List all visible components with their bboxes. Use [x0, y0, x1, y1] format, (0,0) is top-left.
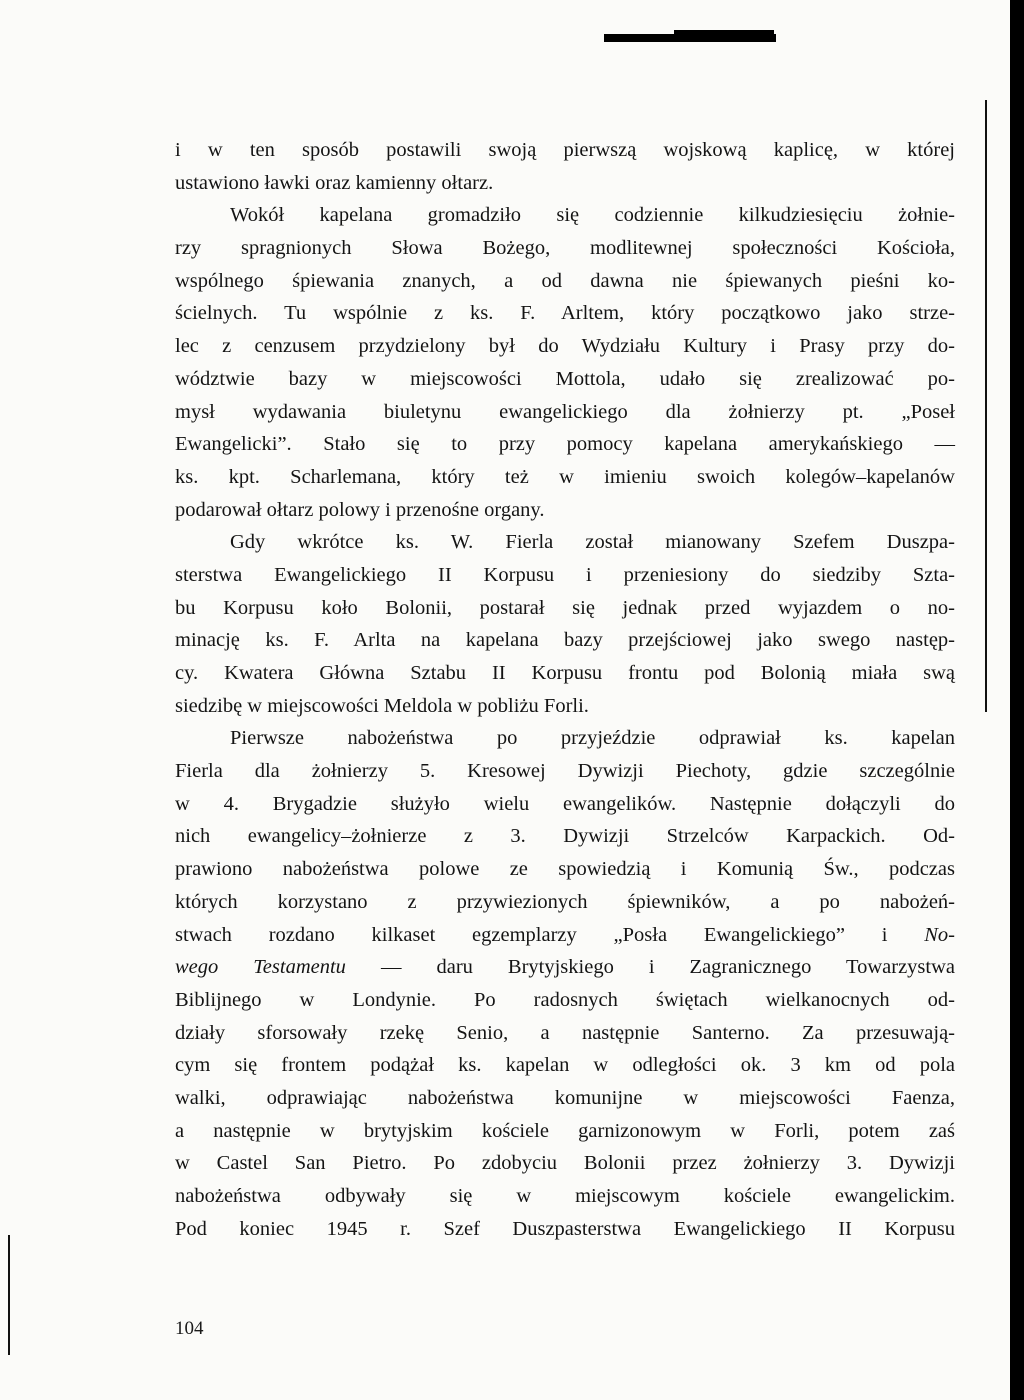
text-line [175, 951, 955, 984]
text-line: nabożeństwa odbywały się w miejscowym kościele ewangelickim. [175, 1185, 955, 1207]
text-line: Ewangelicki”. Stało się to przy pomocy kapelana amerykańskiego — [175, 433, 955, 456]
text-line: Pod koniec 1945 r. Szef Duszpasterstwa Ewangelickiego II Korpusu [175, 1217, 955, 1240]
text-line: Fierla dla żołnierzy 5. Kresowej Dywizji Piechoty, gdzie szczególnie [175, 760, 955, 783]
text-line: ustawiono ławki oraz kamienny ołtarz. [175, 171, 494, 194]
text-line: cym się frontem podążał ks. kapelan w odległości ok. 3 km od pola [175, 1054, 955, 1077]
text-line: mysł wydawania biuletynu ewangelickiego dla żołnierzy pt. „Poseł [175, 400, 955, 423]
text-line: w 4. Brygadzie służyło wielu ewangelików. Następnie dołączyli do [175, 792, 955, 815]
left-margin-rule [8, 1235, 10, 1355]
text-line: Pierwsze nabożeństwa po przyjeździe odprawiał ks. kapelan [230, 727, 955, 750]
text-line: podarował ołtarz polowy i przenośne organy. [175, 498, 545, 521]
text-line: bu Korpusu koło Bolonii, postarał się jednak przed wyjazdem o no- [175, 596, 955, 619]
text-line: ks. kpt. Scharlemana, który też w imieniu swoich kolegów–kapelanów [175, 465, 955, 488]
text-line: których korzystano z przywiezionych śpiewników, a po nabożeń- [175, 890, 955, 913]
text-line: działy sforsowały rzekę Senio, a następnie Santerno. Za przesuwają- [175, 1021, 955, 1044]
text-line: siedzibę w miejscowości Meldola w pobliżu Forli. [175, 694, 589, 717]
text-line: walki, odprawiając nabożeństwa komunijne w miejscowości Faenza, [175, 1086, 955, 1109]
text-line: wództwie bazy w miejscowości Mottola, udało się zrealizować po- [175, 367, 955, 390]
text-line: wspólnego śpiewania znanych, a od dawna nie śpiewanych pieśni ko- [175, 269, 955, 292]
text-line-italic: No- [924, 923, 955, 946]
text-line: i w ten sposób postawili swoją pierwszą wojskową kaplicę, w której [175, 139, 955, 161]
body-text [175, 134, 955, 1245]
right-margin-rule [985, 100, 987, 712]
text-line: ścielnych. Tu wspólnie z ks. F. Arltem, który początkowo jako strze- [175, 302, 955, 325]
text-line: Biblijnego w Londynie. Po radosnych świętach wielkanocnych od- [175, 988, 955, 1011]
text-line: prawiono nabożeństwa polowe ze spowiedzią i Komunią Św., podczas [175, 858, 955, 881]
text-line: sterstwa Ewangelickiego II Korpusu i przeniesiony do siedziby Szta- [175, 563, 955, 586]
text-line-italic: wego Testamentu [175, 956, 346, 979]
text-line: w Castel San Pietro. Po zdobyciu Bolonii przez żołnierzy 3. Dywizji [175, 1152, 955, 1175]
text-line: lec z cenzusem przydzielony był do Wydziału Kultury i Prasy przy do- [175, 335, 955, 358]
text-line: Gdy wkrótce ks. W. Fierla został mianowany Szefem Duszpa- [230, 531, 955, 554]
top-scan-bar [604, 34, 776, 42]
text-line: rzy spragnionych Słowa Bożego, modlitewnej społeczności Kościoła, [175, 237, 955, 260]
text-line: cy. Kwatera Główna Sztabu II Korpusu frontu pod Bolonią miała swą [175, 662, 955, 684]
page-number: 104 [175, 1318, 204, 1339]
text-line: Wokół kapelana gromadziło się codziennie kilkudziesięciu żołnie- [230, 204, 955, 227]
text-line [175, 919, 955, 952]
text-line: nich ewangelicy–żołnierze z 3. Dywizji Strzelców Karpackich. Od- [175, 825, 955, 848]
text-line-roman: — daru Brytyjskiego i Zagranicznego Towarzystwa [345, 956, 955, 979]
text-line: minację ks. F. Arlta na kapelana bazy przejściowej jako swego następ- [175, 629, 955, 652]
text-line: a następnie w brytyjskim kościele garnizonowym w Forli, potem zaś [175, 1119, 955, 1142]
text-line-roman: stwach rozdano kilkaset egzemplarzy „Posła Ewangelickiego” i [175, 923, 888, 946]
